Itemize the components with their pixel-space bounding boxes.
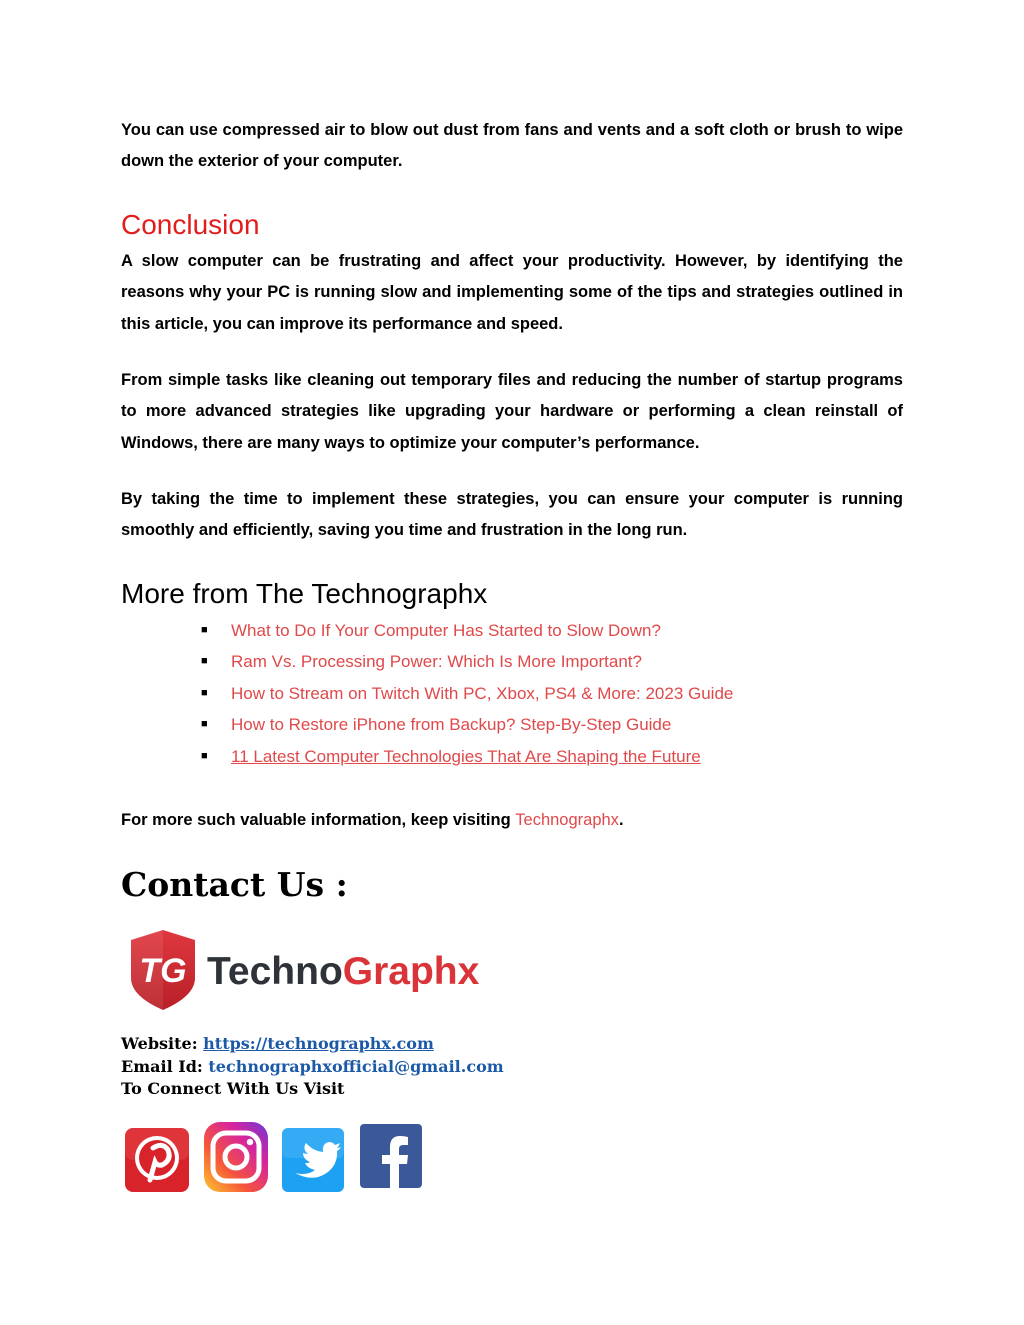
connect-text: To Connect With Us Visit: [121, 1079, 345, 1098]
related-links-list: [201, 615, 733, 772]
technographx-link[interactable]: Technographx: [515, 811, 619, 829]
footer-suffix: .: [618, 811, 624, 829]
related-link-2[interactable]: Ram Vs. Processing Power: Which Is More Important?: [231, 652, 642, 672]
email-link[interactable]: technographxofficial@gmail.com: [208, 1056, 504, 1076]
intro-paragraph: You can use compressed air to blow out dust from fans and vents and a soft cloth or brush to wipe down the exterior of your computer.: [121, 121, 903, 171]
more-heading: More from The Technographx: [121, 578, 488, 609]
instagram-icon[interactable]: [201, 1118, 271, 1196]
pinterest-icon[interactable]: [123, 1118, 193, 1196]
facebook-icon[interactable]: [357, 1118, 427, 1196]
twitter-icon[interactable]: [279, 1118, 349, 1196]
contact-heading: Contact Us :: [121, 865, 348, 904]
website-label: Website:: [121, 1034, 204, 1053]
related-link-1[interactable]: What to Do If Your Computer Has Started to Slow Down?: [231, 621, 661, 640]
bullet-icon: ■: [201, 624, 208, 636]
list-item: [201, 709, 733, 740]
bullet-icon: ■: [201, 655, 208, 668]
footer-prefix: For more such valuable information, keep visiting: [121, 811, 516, 829]
website-link[interactable]: https://technographx.com: [203, 1034, 434, 1053]
bullet-icon: ■: [201, 718, 208, 731]
conclusion-heading: Conclusion: [121, 209, 260, 240]
footer-line: [121, 805, 624, 836]
technographx-logo: [125, 930, 505, 1010]
logo-wordmark: TechnoGraphx: [207, 950, 480, 993]
bullet-icon: ■: [201, 686, 208, 699]
logo-mark: TG: [139, 952, 187, 990]
website-row: [121, 1033, 504, 1056]
bullet-icon: ■: [201, 749, 208, 762]
related-link-5[interactable]: 11 Latest Computer Technologies That Are Shaping the Future: [231, 746, 701, 766]
conclusion-paragraph-1: A slow computer can be frustrating and affect your productivity. However, by identifying the reasons why your PC is running slow and implementing some of the tips and strategies outlined in this article, you can improve its performance and speed.: [121, 252, 903, 333]
related-link-3[interactable]: How to Stream on Twitch With PC, Xbox, PS4 & More: 2023 Guide: [231, 683, 734, 703]
list-item: [201, 615, 733, 646]
email-label: Email Id:: [121, 1056, 209, 1076]
list-item: [201, 646, 733, 677]
related-link-4[interactable]: How to Restore iPhone from Backup? Step-By-Step Guide: [231, 715, 672, 735]
contact-info: [121, 1033, 504, 1101]
conclusion-paragraph-2: From simple tasks like cleaning out temporary files and reducing the number of startup programs to more advanced strategies like upgrading your hardware or performing a clean reinstall of Windows, there are many ways to optimize your computer’s performance.: [121, 371, 903, 452]
conclusion-paragraph-3: By taking the time to implement these strategies, you can ensure your computer is running smoothly and efficiently, saving you time and frustration in the long run.: [121, 490, 903, 540]
email-row: [121, 1056, 504, 1079]
list-item: [201, 678, 733, 709]
list-item: [201, 741, 733, 772]
